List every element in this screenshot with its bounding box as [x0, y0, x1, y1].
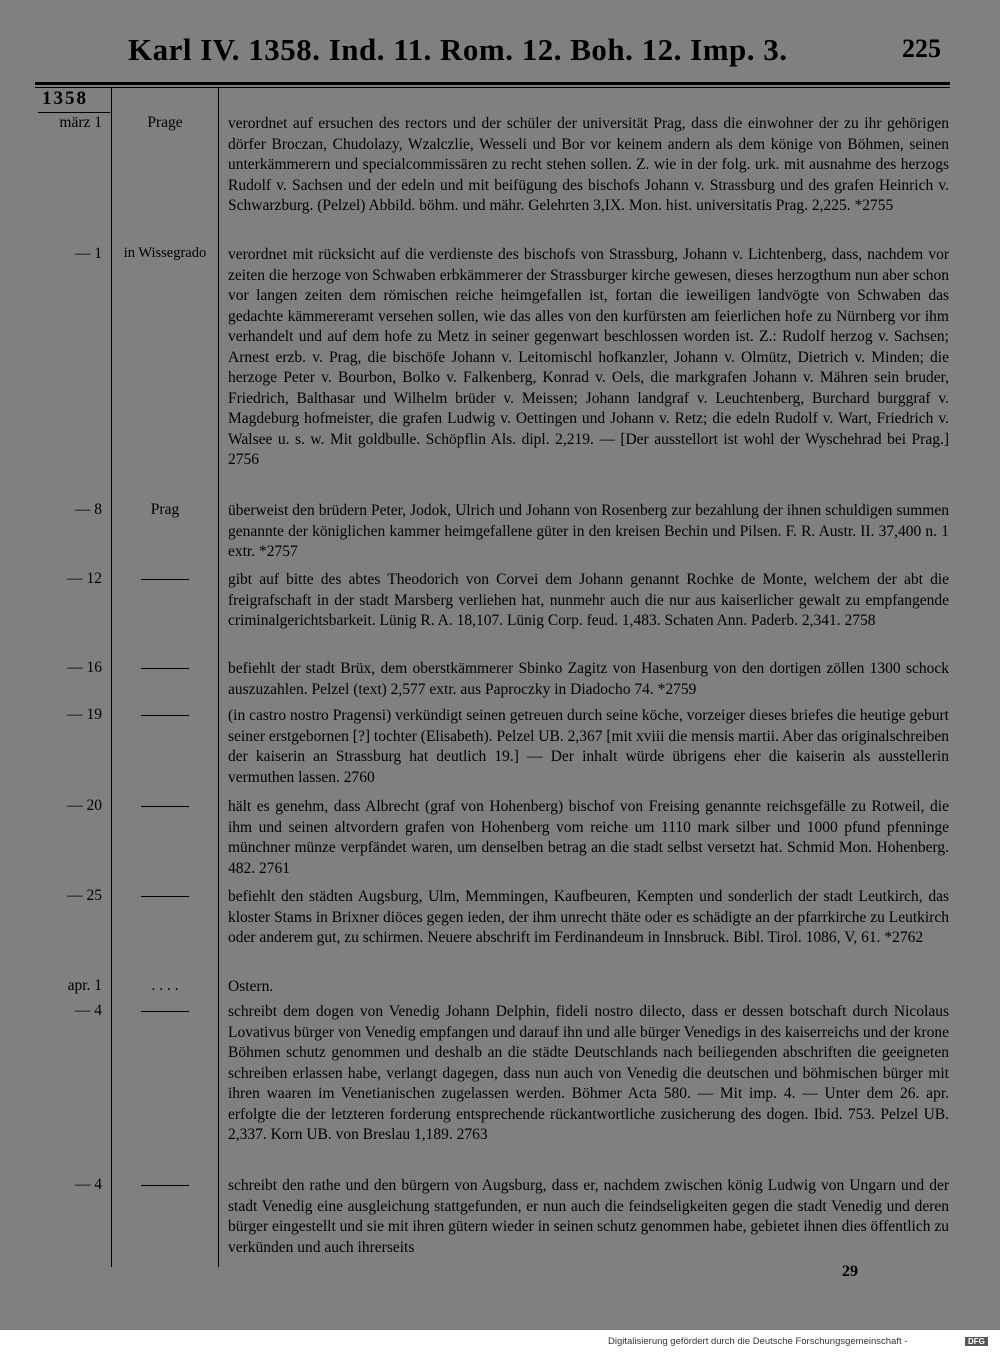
column-divider-place — [218, 87, 219, 1267]
entry-date: — 4 — [74, 1002, 102, 1019]
entry-place-ditto — [112, 570, 218, 588]
entry-place-ditto — [112, 1176, 218, 1194]
ditto-dash — [141, 715, 189, 716]
entry-text: gibt auf bitte des abtes Theodorich von Corvei dem Johann genannt Rochke de Monte, welchem der abt die freigrafschaft in der stadt Marsberg verliehen hat, nunmehr auch die nur aus kaiserlicher gewalt zu empfangende criminalgerichtsbarkeit. Lünig R. A. 18,107. Lünig Corp. feud. 1,483. Schaten Ann. Paderb. 2,341. 2758 — [228, 571, 949, 629]
page-header — [0, 28, 1000, 72]
ditto-dash — [141, 1185, 189, 1186]
entry-date: märz 1 — [59, 114, 102, 131]
entry-text: hält es genehm, dass Albrecht (graf von Hohenberg) bischof von Freising genannte reichsgefälle zu Rotweil, die ihm und seinen altvordern grafen von Hohenberg vom reiche um 1110 mark silber und 1000 pfund pfenninge münchner münze verpfändet waren, um denselben betrag an die stadt selbst versetzt hat. Schmid Mon. Hohenberg. 482. 2761 — [228, 798, 949, 877]
entry-place-ditto — [112, 887, 218, 905]
entry-place: . . . . — [151, 977, 179, 994]
signature-mark: 29 — [842, 1263, 858, 1280]
digitization-credit: Digitalisierung gefördert durch die Deutsche Forschungsgemeinschaft - — [608, 1336, 908, 1347]
entry-date: — 20 — [67, 797, 102, 814]
entry-date: — 19 — [67, 706, 102, 723]
entry-date: — 4 — [74, 1176, 102, 1193]
entry-place-ditto — [112, 706, 218, 724]
ditto-dash — [141, 806, 189, 807]
entry-place: Prag — [150, 501, 180, 518]
page-number: 225 — [902, 34, 941, 63]
header-rule-thin — [35, 87, 950, 88]
ditto-dash — [141, 579, 189, 580]
ditto-dash — [141, 1011, 189, 1012]
entry-place-ditto — [112, 797, 218, 815]
entry-date: — 8 — [74, 501, 102, 518]
entry-date: — 12 — [67, 570, 102, 587]
entry-place: in Wissegrado — [123, 245, 207, 261]
ditto-dash — [141, 896, 189, 897]
dfg-logo: DFG — [965, 1337, 988, 1346]
entry-place-ditto — [112, 659, 218, 677]
entry-text: verordnet auf ersuchen des rectors und der schüler der universität Prag, dass die einwohner der zu ihr gehörigen dörfer Broczan, Chudolazy, Wzalczlie, Wesseli und Bor vor keinem andern als dem könige von Böhmen, seinen unterkämmerern und specialcommissären zu recht stehen sollen. Z. wie in der folg. urk. mit ausnahme des herzogs Rudolf v. Sachsen und der edeln und mit beifügung des bischofs Johann v. Strassburg und des grafen Heinrich v. Schwarzburg. (Pelzel) Abbild. böhm. und mähr. Gelehrten 3,IX. Mon. hist. universitatis Prag. 2,225. *2755 — [228, 115, 949, 214]
entry-place-ditto — [112, 1002, 218, 1020]
column-divider-date — [111, 87, 112, 1267]
entry-text: befiehlt der stadt Brüx, dem oberstkämmerer Sbinko Zagitz von Hasenburg von den dortigen zöllen 1300 schock auszuzahlen. Pelzel (text) 2,577 extr. aus Paproczky in Diadocho 74. *2759 — [228, 660, 949, 698]
entry-text: schreibt den rathe und den bürgern von Augsburg, dass er, nachdem zwischen könig Ludwig von Ungarn und der stadt Venedig eine ausgleichung stattgefunden, er nun auch die feindseligkeiten gegen die stadt Venedig und deren bürger eingestellt und sie mit ihren gütern wieder in seinen schutz genommen habe, gebietet ihnen dies öffentlich zu verkünden und auch ihrerseits — [228, 1177, 949, 1256]
entry-text: befiehlt den städten Augsburg, Ulm, Memmingen, Kaufbeuren, Kempten und sonderlich der stadt Leutkirch, das kloster Stams in Brixner diöces gegen ieden, der ihm unrecht thäte oder es schädigte an der pfarrkirche zu Leutkirch oder anderem gut, zu schirmen. Neuere abschrift im Ferdinandeum in Innsbruck. Bibl. Tirol. 1086, V, 61. *2762 — [228, 888, 949, 946]
header-rule — [35, 82, 950, 85]
entry-date: — 16 — [67, 659, 102, 676]
year-underline — [38, 112, 110, 113]
entry-text: schreibt dem dogen von Venedig Johann Delphin, fideli nostro dilecto, dass er dessen botschaft durch Nicolaus Lovativus bürger von Venedig empfangen und darauf ihn und alle bürger Venedigs in des kaiserreichs und der krone Böhmen schutz genommen und deshalb an die städte Deutschlands nach beiliegenden abschriften die geeigneten schreiben erlassen habe, verlangt dagegen, dass nun auch von Venedig die deutschen und böhmischen bürger mit ihren waaren im Venetianischen zugelassen werden. Böhmer Acta 580. — Mit imp. 4. — Unter dem 26. apr. erfolgte die der letzteren forderung entsprechende rückantwortliche zusicherung des dogen. Ibid. 753. Pelzel UB. 2,337. Korn UB. von Breslau 1,189. 2763 — [228, 1003, 949, 1143]
year-label: 1358 — [42, 88, 88, 109]
running-title: Karl IV. 1358. Ind. 11. Rom. 12. Boh. 12. Imp. 3. — [128, 32, 788, 67]
entry-text: Ostern. — [228, 978, 274, 995]
entry-text: (in castro nostro Pragensi) verkündigt seinen getreuen durch seine köche, vorzeiger dieses briefes die heutige geburt seiner erstgebornen [?] tochter (Elisabeth). Pelzel UB. 2,367 [mit xviii die mensis martii. Aber das originalschreiben der kaiserin an Strassburg hat deutlich 19.] — Der inhalt würde übrigens eher die kaiserin als ausstellerin vermuthen lassen. 2760 — [228, 707, 949, 786]
entry-place: Prage — [147, 114, 183, 131]
entry-text: überweist den brüdern Peter, Jodok, Ulrich und Johann von Rosenberg zur bezahlung der ihnen schuldigen summen genannte der königlichen kammer heimgefallene güter in den kreisen Bechin und Pilsen. F. R. Austr. II. 37,400 n. 1 extr. *2757 — [228, 502, 949, 560]
entry-text: verordnet mit rücksicht auf die verdienste des bischofs von Strassburg, Johann v. Lichtenberg, dass, nachdem vor zeiten die herzoge von Schwaben erbkämmerer der Strassburger kirche gewesen, dieses herzogthum nun aber schon vor langen zeiten dem römischen reiche heimgefallen ist, fortan die ieweiligen landvögte von Schwaben das gedachte kämmereramt versehen sollen, wie das alles von den kurfürsten am feierlichen hofe zu Nürnberg vor ihm verhandelt und auf dem hofe zu Metz in seiner gegenwart beschlossen worden ist. Z.: Rudolf herzog v. Sachsen; Arnest erzb. v. Prag, die bischöfe Johann v. Leitomischl hofkanzler, Johann v. Olmütz, Dietrich v. Minden; die herzoge Peter v. Bourbon, Bolko v. Falkenberg, Konrad v. Oels, die markgrafen Johann v. Mähren sein bruder, Friedrich, Balthasar und Wilhelm brüder v. Meissen; Johann landgraf v. Leuchtenberg, Burchard burggraf v. Magdeburg hofmeister, die grafen Ludwig v. Oettingen und Johann v. Retz; die edeln Rudolf v. Wart, Friedrich v. Walsee u. s. w. Mit goldbulle. Schöpflin Als. dipl. 2,219. — [Der ausstellort ist wohl der Wyschehrad bei Prag.] 2756 — [228, 246, 949, 468]
ditto-dash — [141, 668, 189, 669]
entry-date: apr. 1 — [67, 977, 102, 994]
entry-date: — 1 — [74, 245, 102, 262]
entry-date: — 25 — [67, 887, 102, 904]
